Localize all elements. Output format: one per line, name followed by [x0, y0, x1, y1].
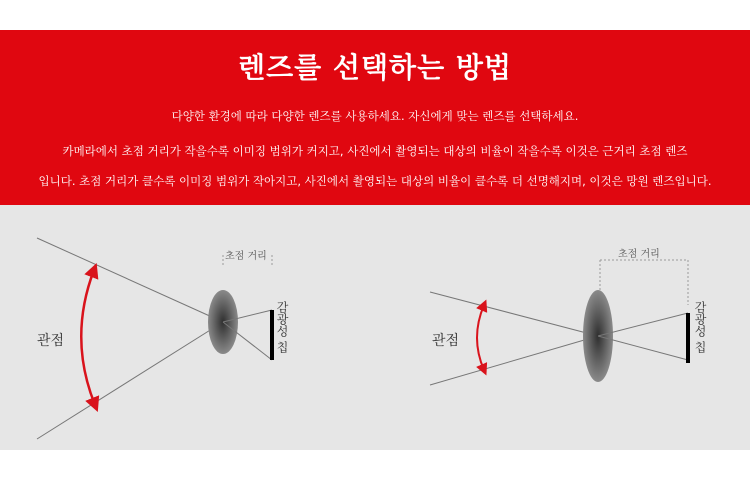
- view-angle-label: 관점: [432, 333, 460, 349]
- intro-line: 다양한 환경에 따라 다양한 렌즈를 사용하세요. 자신에게 맞는 렌즈를 선택하세요.: [171, 109, 579, 123]
- sensor-label: 감광성 칩: [693, 301, 707, 353]
- lens-diagrams: [0, 205, 750, 450]
- sensor-label: 감광성 칩: [275, 301, 289, 353]
- telephoto-diagram: [430, 247, 707, 385]
- view-angle-label: 관점: [37, 333, 65, 349]
- bottom-margin: [0, 450, 750, 492]
- description-line-2: 입니다. 초점 거리가 클수록 이미징 범위가 작아지고, 사진에서 촬영되는 대상의 비율이 클수록 더 선명해지며, 이것은 망원 렌즈입니다.: [38, 174, 712, 188]
- lens-diagram-area: [0, 205, 750, 450]
- ray-lower: [37, 322, 223, 439]
- header-banner: [0, 30, 750, 205]
- page-title: 렌즈를 선택하는 방법: [238, 51, 512, 84]
- focal-length-label: 초점 거리: [225, 251, 267, 262]
- top-margin: [0, 0, 750, 30]
- description-line-1: 카메라에서 초점 거리가 작을수록 이미징 범위가 커지고, 사진에서 촬영되는 대상의 비율이 작을수록 이것은 근거리 초점 렌즈: [62, 144, 688, 158]
- focal-length-label: 초점 거리: [618, 249, 660, 260]
- view-angle-arc: [81, 270, 95, 405]
- ray-upper: [37, 238, 223, 322]
- wide-angle-diagram: [37, 238, 289, 439]
- ray-upper: [430, 292, 598, 336]
- view-angle-arc: [477, 305, 484, 370]
